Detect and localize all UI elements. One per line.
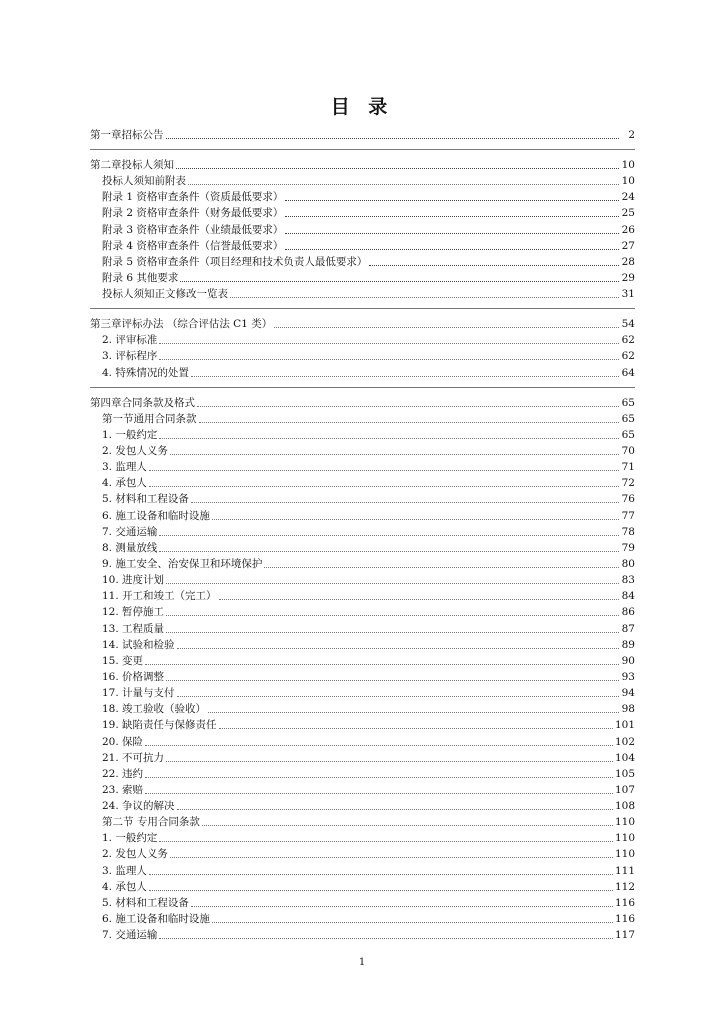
toc-entry-label: 5. 材料和工程设备 [102,493,189,506]
dot-leader [177,800,613,810]
toc-entry-page-number: 111 [614,864,635,877]
toc-entry[interactable] [90,668,635,684]
toc-entry[interactable] [90,237,635,253]
toc-entry-page-number: 86 [621,606,635,619]
dot-leader [188,175,619,185]
toc-entry[interactable] [90,188,635,204]
toc-entry[interactable] [90,285,635,301]
toc-entry-page-number: 101 [614,719,635,732]
toc-entry-label: 附录 1 资格审查条件（资质最低要求） [102,191,284,204]
toc-entry-label: 14. 试验和检验 [102,638,175,651]
dot-leader [176,159,619,169]
toc-entry-label: 6. 施工设备和临时设施 [102,509,210,522]
toc-entry[interactable] [90,204,635,220]
toc-entry-page-number: 110 [614,848,635,861]
toc-entry-page-number: 80 [621,557,635,570]
dot-leader [145,784,613,794]
toc-entry[interactable] [90,603,635,619]
toc-entry-label: 21. 不可抗力 [102,751,165,764]
toc-entry-label: 附录 6 其他要求 [102,271,179,284]
dot-leader [369,256,619,266]
toc-entry-label: 17. 计量与支付 [102,687,175,700]
toc-entry[interactable] [90,926,635,942]
dot-leader [159,526,619,536]
toc-entry-page-number: 10 [621,175,635,188]
dot-leader [159,542,619,552]
dot-leader [285,191,619,201]
dot-leader [166,129,620,139]
dot-leader [180,272,619,282]
dot-leader [208,703,619,713]
toc-entry-label: 16. 价格调整 [102,670,165,683]
dot-leader [149,865,613,875]
toc-entry-label: 第一节通用合同条款 [102,412,197,425]
toc-entry-label: 1. 一般约定 [102,832,158,845]
dot-leader [230,288,619,298]
toc-entry-page-number: 76 [621,493,635,506]
toc-entry[interactable] [90,490,635,506]
toc-entry[interactable] [90,442,635,458]
toc-entry-page-number: 10 [621,159,635,171]
toc-entry-label: 24. 争议的解决 [102,800,175,813]
toc-entry-page-number: 25 [621,207,635,220]
toc-entry[interactable] [90,894,635,910]
toc-chapter-entry[interactable] [90,126,635,142]
toc-entry-label: 附录 5 资格审查条件（项目经理和技术负责人最低要求） [102,255,368,268]
toc-entry-label: 18. 竣工验收（验收） [102,703,207,716]
toc-entry-page-number: 110 [614,816,635,829]
dot-leader [166,752,613,762]
toc-entry-label: 第四章合同条款及格式 [90,396,195,409]
toc-entry-label: 3. 监理人 [102,461,147,474]
toc-entry-label: 第三章评标办法 （综合评估法 C1 类） [90,318,273,331]
toc-entry-label: 5. 材料和工程设备 [102,896,189,909]
toc-entry-label: 10. 进度计划 [102,574,165,587]
toc-entry-label: 3. 评标程序 [102,350,158,363]
toc-entry-page-number: 107 [614,783,635,796]
toc-entry-page-number: 110 [614,832,635,845]
toc-entry-label: 11. 开工和竣工（完工） [102,590,217,603]
toc-entry-page-number: 78 [621,525,635,538]
dot-leader [199,413,620,423]
toc-entry[interactable] [90,684,635,700]
toc-entry-page-number: 54 [621,318,635,331]
toc-entry[interactable] [90,331,635,347]
toc-entry-page-number: 28 [621,255,635,268]
toc-entry-page-number: 62 [621,334,635,347]
toc-entry-page-number: 117 [614,929,635,942]
toc-entry-page-number: 89 [621,638,635,651]
toc-entry-label: 7. 交通运输 [102,525,158,538]
dot-leader [149,477,619,487]
toc-entry-page-number: 116 [614,896,635,909]
toc-entry-label: 第一章招标公告 [90,129,164,141]
toc-entry-page-number: 62 [621,350,635,363]
toc-entry-page-number: 65 [621,396,635,409]
toc-entry-label: 22. 违约 [102,767,144,780]
dot-leader [219,719,613,729]
toc-entry-label: 20. 保险 [102,735,144,748]
toc-entry-label: 8. 测量放线 [102,541,158,554]
dot-leader [197,397,619,407]
toc-entry[interactable] [90,652,635,668]
toc-entry-label: 7. 交通运输 [102,929,158,942]
dot-leader [145,768,613,778]
dot-leader [219,590,619,600]
toc-entry-label: 15. 变更 [102,654,144,667]
dot-leader [285,224,619,234]
dot-leader [191,493,619,503]
dot-leader [149,881,613,891]
dot-leader [191,367,619,377]
toc-entry-label: 2. 评审标准 [102,334,158,347]
toc-entry-label: 投标人须知正文修改一览表 [102,288,228,301]
toc-entry[interactable] [90,347,635,363]
dot-leader [274,318,619,328]
toc-entry-page-number: 26 [621,223,635,236]
toc-entry-label: 3. 监理人 [102,864,147,877]
section-divider [90,387,635,388]
toc-entry[interactable] [90,571,635,587]
dot-leader [159,929,613,939]
toc-entry-page-number: 79 [621,541,635,554]
toc-entry-page-number: 29 [621,271,635,284]
toc-entry-page-number: 104 [614,751,635,764]
toc-entry-label: 4. 承包人 [102,477,147,490]
toc-entry[interactable] [90,269,635,285]
toc-entry-label: 23. 索赔 [102,783,144,796]
table-of-contents [90,126,635,942]
section-divider [90,308,635,309]
toc-entry[interactable] [90,813,635,829]
toc-entry-label: 6. 施工设备和临时设施 [102,913,210,926]
toc-entry[interactable] [90,636,635,652]
section-divider [90,149,635,150]
toc-entry[interactable] [90,845,635,861]
toc-entry[interactable] [90,506,635,522]
toc-chapter-entry[interactable] [90,394,635,410]
dot-leader [202,816,613,826]
toc-entry-label: 第二节 专用合同条款 [102,816,200,829]
dot-leader [145,736,613,746]
toc-entry[interactable] [90,878,635,894]
toc-entry-page-number: 77 [621,509,635,522]
dot-leader [170,445,619,455]
toc-entry-page-number: 83 [621,574,635,587]
dot-leader [285,240,619,250]
dot-leader [159,350,619,360]
toc-entry-page-number: 31 [621,288,635,301]
dot-leader [177,639,619,649]
dot-leader [149,461,619,471]
toc-entry[interactable] [90,523,635,539]
dot-leader [170,848,613,858]
dot-leader [177,687,619,697]
toc-entry[interactable] [90,700,635,716]
toc-entry[interactable] [90,458,635,474]
dot-leader [264,558,619,568]
toc-entry-label: 第二章投标人须知 [90,159,174,171]
dot-leader [159,429,619,439]
toc-entry-label: 2. 发包人义务 [102,444,168,457]
toc-entry-page-number: 94 [621,687,635,700]
dot-leader [212,913,613,923]
toc-entry[interactable] [90,410,635,426]
toc-entry-page-number: 71 [621,461,635,474]
dot-leader [285,207,619,217]
toc-entry-label: 19. 缺陷责任与保修责任 [102,719,217,732]
dot-leader [166,671,619,681]
toc-entry-page-number: 102 [614,735,635,748]
dot-leader [145,655,619,665]
toc-chapter-entry[interactable] [90,156,635,172]
dot-leader [191,897,613,907]
toc-entry-page-number: 105 [614,767,635,780]
toc-entry-label: 1. 一般约定 [102,428,158,441]
toc-entry[interactable] [90,732,635,748]
toc-entry[interactable] [90,220,635,236]
dot-leader [166,574,619,584]
toc-entry[interactable] [90,716,635,732]
toc-entry[interactable] [90,587,635,603]
toc-entry-page-number: 64 [621,366,635,379]
page-number-footer: 1 [358,957,366,968]
page-title: 目 录 [330,96,394,118]
toc-entry[interactable] [90,619,635,635]
toc-entry-page-number: 112 [614,880,635,893]
dot-leader [212,510,619,520]
toc-entry-label: 13. 工程质量 [102,622,165,635]
toc-entry-label: 9. 施工安全、治安保卫和环境保护 [102,557,263,570]
dot-leader [166,606,619,616]
toc-entry[interactable] [90,910,635,926]
toc-chapter-entry[interactable] [90,315,635,331]
toc-entry-page-number: 116 [614,913,635,926]
toc-entry-page-number: 2 [628,129,635,141]
toc-entry[interactable] [90,861,635,877]
toc-entry[interactable] [90,765,635,781]
toc-entry-label: 2. 发包人义务 [102,848,168,861]
toc-entry-label: 附录 4 资格审查条件（信誉最低要求） [102,239,284,252]
toc-entry[interactable] [90,829,635,845]
dot-leader [166,623,619,633]
toc-entry-page-number: 93 [621,670,635,683]
toc-entry-label: 4. 承包人 [102,880,147,893]
toc-entry-label: 12. 暂停施工 [102,606,165,619]
dot-leader [159,334,619,344]
toc-entry-label: 附录 2 资格审查条件（财务最低要求） [102,207,284,220]
toc-entry-page-number: 27 [621,239,635,252]
toc-entry[interactable] [90,539,635,555]
toc-entry-page-number: 24 [621,191,635,204]
toc-entry-page-number: 70 [621,444,635,457]
toc-entry-page-number: 65 [621,428,635,441]
toc-entry-page-number: 87 [621,622,635,635]
toc-entry[interactable] [90,474,635,490]
toc-entry[interactable] [90,749,635,765]
toc-entry-page-number: 90 [621,654,635,667]
toc-entry[interactable] [90,253,635,269]
toc-entry-page-number: 65 [621,412,635,425]
toc-entry[interactable] [90,781,635,797]
toc-entry-label: 4. 特殊情况的处置 [102,366,189,379]
toc-entry-page-number: 108 [614,800,635,813]
toc-entry[interactable] [90,172,635,188]
toc-entry[interactable] [90,555,635,571]
dot-leader [159,832,613,842]
toc-entry-label: 附录 3 资格审查条件（业绩最低要求） [102,223,284,236]
toc-entry[interactable] [90,426,635,442]
toc-entry-page-number: 98 [621,703,635,716]
toc-entry-page-number: 84 [621,590,635,603]
toc-entry[interactable] [90,363,635,379]
toc-entry-page-number: 72 [621,477,635,490]
toc-entry-label: 投标人须知前附表 [102,175,186,188]
toc-entry[interactable] [90,797,635,813]
